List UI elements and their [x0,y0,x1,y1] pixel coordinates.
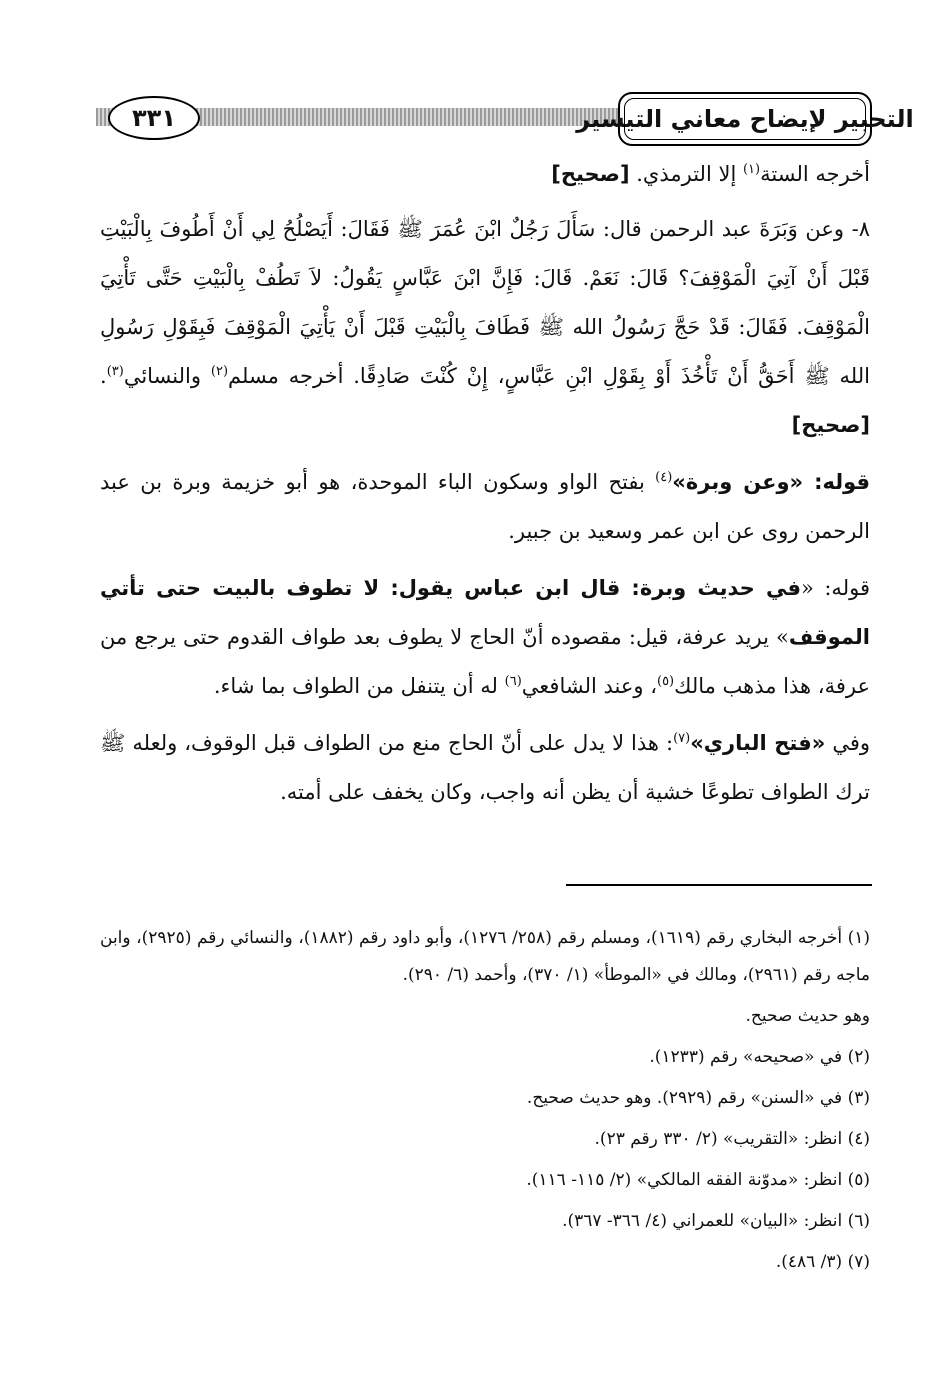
footnote-7: (٧) (٣/ ٤٨٦). [775,1252,870,1272]
footnote-1-grade: وهو حديث صحيح. [745,1006,870,1026]
book-title: التحبير لإيضاح معاني التيسير [576,105,914,133]
footnote-5: (٥) انظر: «مدوّنة الفقه المالكي» (٢/ ١١٥- ١١٦). [526,1170,870,1190]
paragraph-fath-albari: وفي «فتح الباري»$^{(٧)}$: هذا لا يدل على أنّ الحاج منع من الطواف قبل الوقوف، ولعله ﷺ ترك الطواف تطوعًا خشية أن يظن أنه واجب، وكان يخفف على أمته. [100,731,871,804]
footnote-3: (٣) في «السنن» رقم (٢٩٢٩). وهو حديث صحيح. [526,1088,870,1108]
main-text [100,150,870,825]
book-title-box [576,92,914,146]
paragraph-commentary: قوله: «في حديث وبرة: قال ابن عباس يقول: لا تطوف بالبيت حتى تأتي الموقف» يريد عرفة، قيل: مقصوده أنّ الحاج لا يطوف بعد طواف القدوم حتى يرجع من عرفة، هذا مذهب مالك$^{(٥)}$، وعند الشافعي$^{(٦)}$ له أن يتنفل من الطواف بما شاء. [100,576,870,698]
paragraph-wabara: قوله: «وعن وبرة»$^{(٤)}$ بفتح الواو وسكون الباء الموحدة، هو أبو خزيمة وبرة بن عبد الرحمن روى عن ابن عمر وسعيد بن جبير. [100,470,871,543]
footnote-6: (٦) انظر: «البيان» للعمراني (٤/ ٣٦٦- ٣٦٧). [562,1211,870,1231]
footnotes [100,920,870,1285]
grade-sahih: [صحيح] [551,162,630,186]
page-header [96,90,914,148]
grade-sahih-2: [صحيح] [791,413,870,437]
footnote-1: (١) أخرجه البخاري رقم (١٦١٩)، ومسلم رقم (٢٥٨/ ١٢٧٦)، وأبو داود رقم (١٨٨٢)، والنسائي رقم (٢٩٢٥)، وابن ماجه رقم (٢٩٦١)، ومالك في «الموطأ» (١/ ٣٧٠)، وأحمد (٦/ ٢٩٠). [100,928,871,985]
page-number: ٣٣١ [108,96,200,140]
footnote-divider [566,884,872,886]
paragraph-1: أخرجه الستة$^{(١)}$ إلا الترمذي. [صحيح] [551,162,870,186]
title-frame [624,98,866,140]
footnote-4: (٤) انظر: «التقريب» (٢/ ٣٣٠ رقم ٢٣). [594,1129,870,1149]
hadith-8: ٨- وعن وَبَرَةَ عبد الرحمن قال: سَأَلَ رَجُلٌ ابْنَ عُمَرَ ﷺ فَقَالَ: أَيَصْلُحُ لِي أَنْ أَطُوفَ بِالْبَيْتِ قَبْلَ أَنْ آتِيَ الْمَوْقِفَ؟ قَالَ: نَعَمْ. قَالَ: فَإِنَّ ابْنَ عَبَّاسٍ يَقُولُ: لاَ تَطُفْ بِالْبَيْتِ حَتَّى تَأْتِيَ الْمَوْقِفَ. فَقَالَ: قَدْ حَجَّ رَسُولُ الله ﷺ فَطَافَ بِالْبَيْتِ قَبْلَ أَنْ يَأْتِيَ الْمَوْقِفَ فَبِقَوْلِ رَسُولِ الله ﷺ أَحَقُّ أَنْ تَأْخُذَ أَوْ بِقَوْلِ ابْنِ عَبَّاسٍ، إِنْ كُنْتَ صَادِقًا. أخرجه مسلم$^{(٢)}$ والنسائي$^{(٣)}$. [صحيح] [100,217,870,437]
footnote-2: (٢) في «صحيحه» رقم (١٢٣٣). [649,1047,870,1067]
